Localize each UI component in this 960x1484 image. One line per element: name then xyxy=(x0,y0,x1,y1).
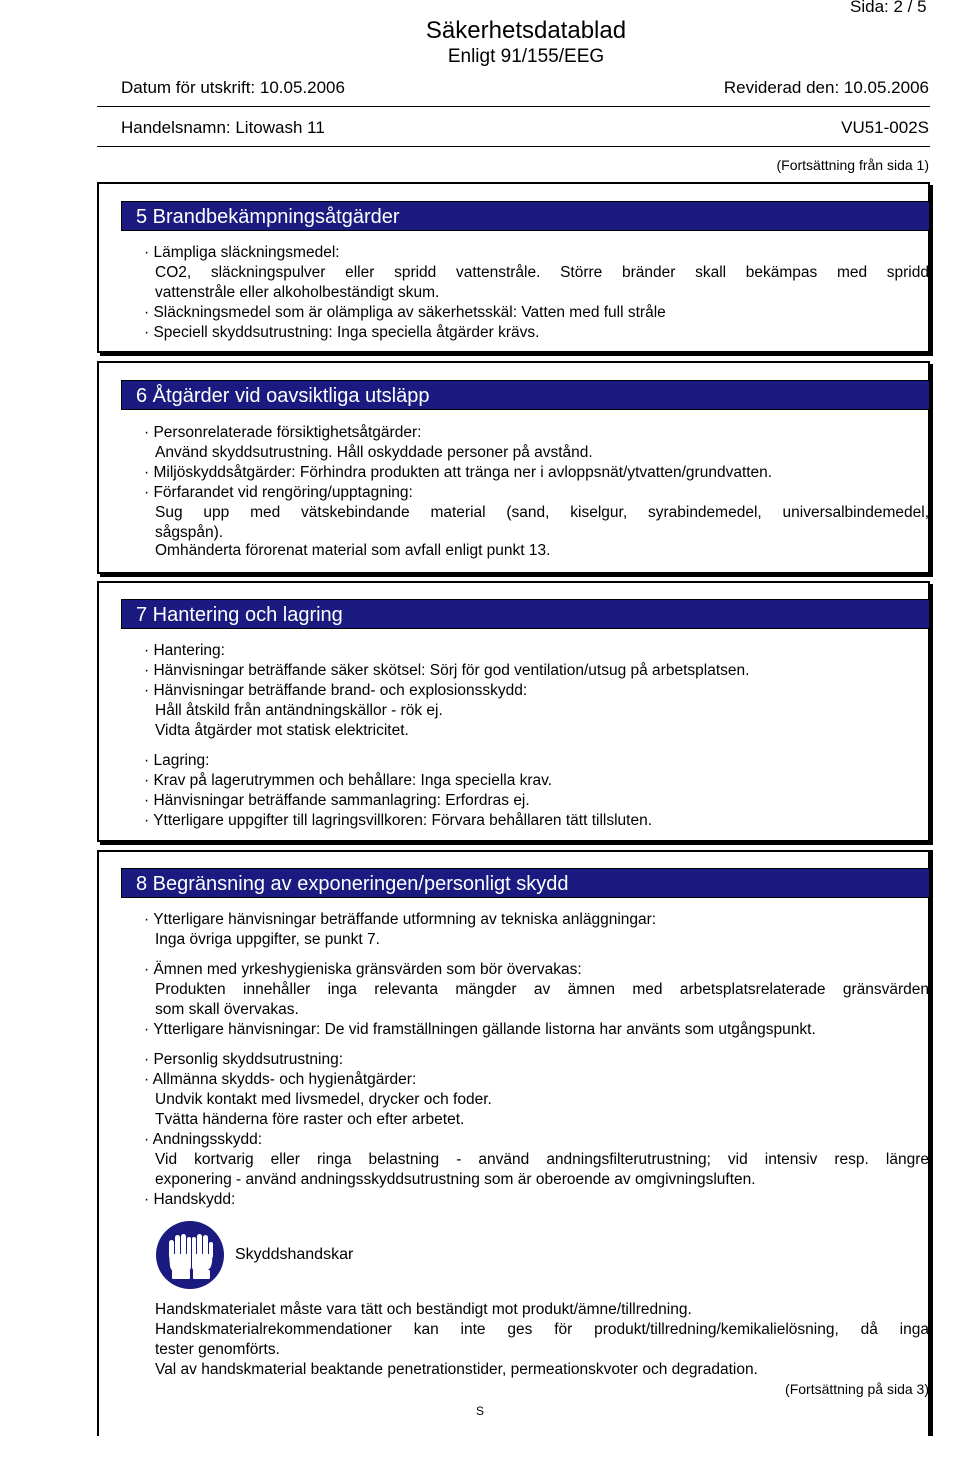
section-8-title: 8 Begränsning av exponeringen/personligt skydd xyxy=(121,868,930,898)
s5-line-5: · Speciell skyddsutrustning: Inga speciella åtgärder krävs. xyxy=(144,324,540,341)
glove-label: Skyddshandskar xyxy=(235,1246,354,1263)
s7-line-3: · Hänvisningar beträffande brand- och explosionsskydd: xyxy=(144,682,528,699)
s8-line-3: · Ämnen med yrkeshygieniska gränsvärden som bör övervakas: xyxy=(144,961,582,978)
product-code: VU51-002S xyxy=(841,118,929,137)
s8-line-17: tester genomförts. xyxy=(155,1341,280,1358)
s7-line-2: · Hänvisningar beträffande säker skötsel: Sörj för god ventilation/utsug på arbetsplatsen. xyxy=(144,662,750,679)
s8-line-18: Val av handskmaterial beaktande penetrationstider, permeationskvoter och degradation. xyxy=(155,1361,758,1378)
s8-line-8: · Allmänna skydds- och hygienåtgärder: xyxy=(144,1071,417,1088)
s8-line-1: · Ytterligare hänvisningar beträffande utformning av tekniska anläggningar: xyxy=(144,911,657,928)
s8-line-13: exponering - använd andningsskyddsutrustning som är oberoende av omgivningsluften. xyxy=(155,1171,756,1188)
header-divider-2 xyxy=(97,146,930,147)
s6-line-7: Omhänderta förorenat material som avfall enligt punkt 13. xyxy=(155,542,551,559)
section-7-title: 7 Hantering och lagring xyxy=(121,599,930,629)
s7-line-6: · Lagring: xyxy=(144,752,210,769)
section-5-title: 5 Brandbekämpningsåtgärder xyxy=(121,201,930,231)
s8-line-4: Produkten innehåller inga relevanta mängder av ämnen med arbetsplatsrelaterade gränsvärden xyxy=(155,981,929,998)
s8-line-7: · Personlig skyddsutrustning: xyxy=(144,1051,344,1068)
s6-line-5: Sug upp med vätskebindande material (sand, kiselgur, syrabindemedel, universalbindemedel, xyxy=(155,504,929,521)
s5-line-4: · Släckningsmedel som är olämpliga av säkerhetsskäl: Vatten med full stråle xyxy=(144,304,666,321)
glove-icon xyxy=(155,1220,225,1290)
continued-to: (Fortsättning på sida 3) xyxy=(785,1381,929,1397)
s7-line-5: Vidta åtgärder mot statisk elektricitet. xyxy=(155,722,409,739)
s5-line-3: vattenstråle eller alkoholbeständigt skum. xyxy=(155,284,440,301)
s7-line-1: · Hantering: xyxy=(144,642,225,659)
s6-line-4: · Förfarandet vid rengöring/upptagning: xyxy=(144,484,413,501)
s8-line-2: Inga övriga uppgifter, se punkt 7. xyxy=(155,931,380,948)
s7-line-7: · Krav på lagerutrymmen och behållare: Inga speciella krav. xyxy=(144,772,553,789)
s8-line-16: Handskmaterialrekommendationer kan inte ges för produkt/tillredning/kemikalielösning, då inga xyxy=(155,1321,929,1338)
s6-line-1: · Personrelaterade försiktighetsåtgärder: xyxy=(144,424,422,441)
s8-line-6: · Ytterligare hänvisningar: De vid framställningen gällande listorna har använts som utgångspunkt. xyxy=(144,1021,816,1038)
s6-line-2: Använd skyddsutrustning. Håll oskyddade personer på avstånd. xyxy=(155,444,593,461)
s6-line-3: · Miljöskyddsåtgärder: Förhindra produkten att tränga ner i avloppsnät/ytvatten/grundvatten. xyxy=(144,464,773,481)
s5-line-1: · Lämpliga släckningsmedel: xyxy=(144,244,340,261)
s7-line-9: · Ytterligare uppgifter till lagringsvillkoren: Förvara behållaren tätt tillsluten. xyxy=(144,812,653,829)
section-6-title: 6 Åtgärder vid oavsiktliga utsläpp xyxy=(121,380,930,410)
s8-line-11: · Andningsskydd: xyxy=(144,1131,263,1148)
s8-line-14: · Handskydd: xyxy=(144,1191,236,1208)
s8-line-9: Undvik kontakt med livsmedel, drycker och foder. xyxy=(155,1091,492,1108)
footer-mark: S xyxy=(475,1404,484,1418)
page-number: Sida: 2 / 5 xyxy=(850,0,927,16)
continued-from: (Fortsättning från sida 1) xyxy=(776,157,929,173)
document-subtitle: Enligt 91/155/EEG xyxy=(447,46,605,67)
s8-line-12: Vid kortvarig eller ringa belastning - använd andningsfilterutrustning; vid intensiv resp. längre xyxy=(155,1151,929,1168)
document-title: Säkerhetsdatablad xyxy=(425,17,627,44)
revised-date: Reviderad den: 10.05.2006 xyxy=(723,78,929,97)
product-name: Handelsnamn: Litowash 11 xyxy=(121,118,325,137)
s8-line-5: som skall övervakas. xyxy=(155,1001,299,1018)
s6-line-6: sågspån). xyxy=(155,524,224,541)
s8-line-10: Tvätta händerna före raster och efter arbetet. xyxy=(155,1111,465,1128)
header-divider xyxy=(97,106,930,107)
print-date: Datum för utskrift: 10.05.2006 xyxy=(121,78,345,97)
s7-line-4: Håll åtskild från antändningskällor - rök ej. xyxy=(155,702,443,719)
s5-line-2: CO2, släckningspulver eller spridd vattenstråle. Större bränder skall bekämpas med spridd xyxy=(155,264,929,281)
s8-line-15: Handskmaterialet måste vara tätt och beständigt mot produkt/ämne/tillredning. xyxy=(155,1301,692,1318)
s7-line-8: · Hänvisningar beträffande sammanlagring: Erfordras ej. xyxy=(144,792,530,809)
